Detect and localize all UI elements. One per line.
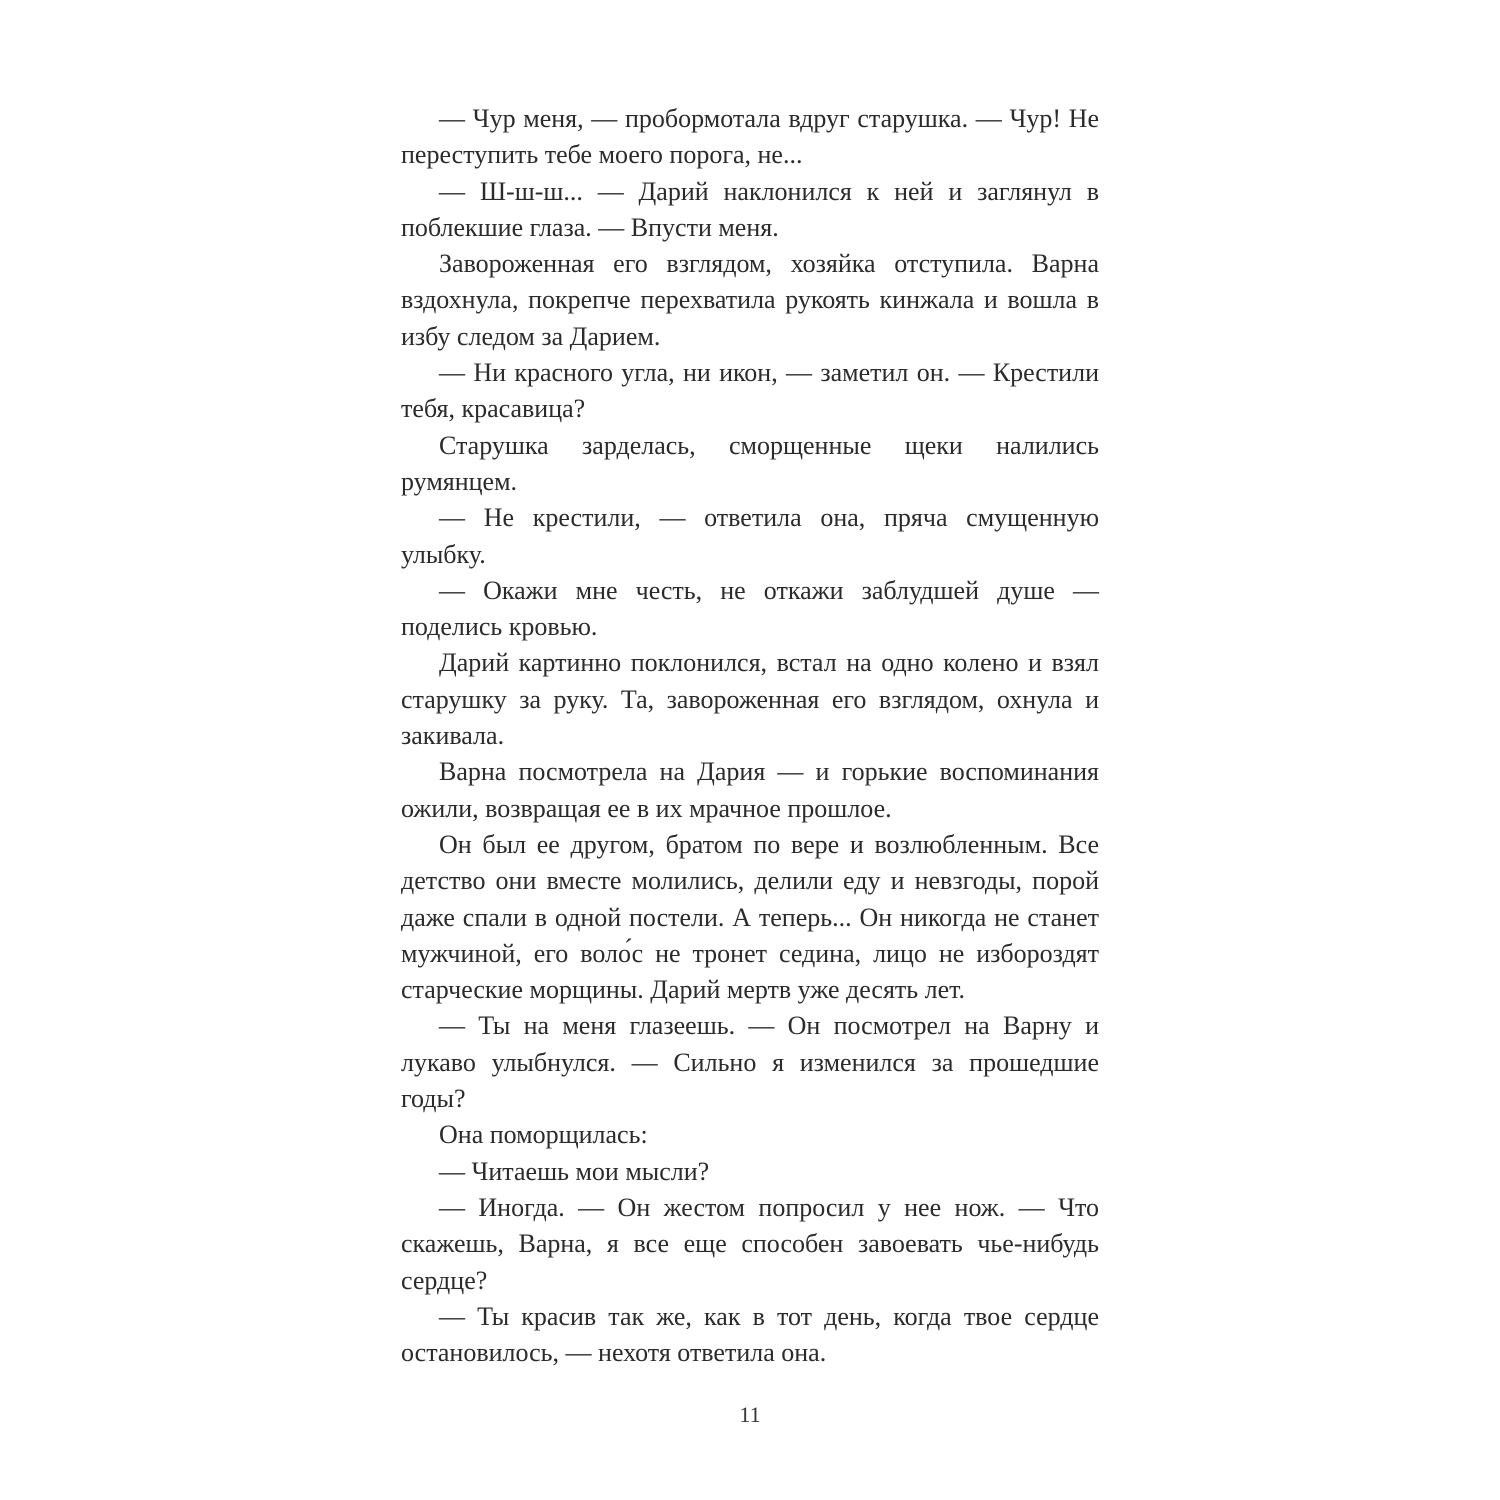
body-text [401,101,1099,1371]
paragraph: — Ш-ш-ш... — Дарий наклонился к ней и заглянул в поблекшие глаза. — Впусти меня. [401,176,1099,242]
paragraph: Она поморщилась: [439,1120,648,1150]
paragraph: Дарий картинно поклонился, встал на одно колено и взял старушку за руку. Та, завороженная его взглядом, охнула и закивала. [401,648,1099,751]
paragraph: — Ты на меня глазеешь. — Он посмотрел на Варну и лукаво улыбнулся. — Сильно я изменился за прошедшие годы? [401,1011,1099,1114]
paragraph: Старушка зарделась, сморщенные щеки налились румянцем. [401,430,1099,496]
page-number: 11 [739,1402,761,1427]
paragraph: — Ни красного угла, ни икон, — заметил он. — Крестили тебя, красавица? [401,358,1099,424]
paragraph: — Ты красив так же, как в тот день, когда твое сердце остановилось, — нехотя ответила она. [401,1301,1099,1368]
paragraph: — Читаешь мои мысли? [439,1156,710,1186]
paragraph: — Чур меня, — пробормотала вдруг старушка. — Чур! Не переступить тебе моего порога, не... [401,104,1099,170]
paragraph: — Окажи мне честь, не откажи заблудшей душе — поделись кровью. [401,575,1099,642]
paragraph: Варна посмотрела на Дария — и горькие воспоминания ожили, возвращая ее в их мрачное прошлое. [401,757,1099,823]
paragraph: — Иногда. — Он жестом попросил у нее нож. — Что скажешь, Варна, я все еще способен завоевать чье-нибудь сердце? [401,1192,1099,1295]
paragraph: — Не крестили, — ответила она, пряча смущенную улыбку. [401,503,1099,569]
paragraph: Он был ее другом, братом по вере и возлюбленным. Все детство они вместе молились, делили еду и невзгоды, порой даже спали в одной постели. А теперь... Он никогда не станет мужчиной, его воло́с не тронет седина, лицо не избороздят старческие морщины. Дарий мертв уже десять лет. [401,829,1099,1005]
paragraph: Завороженная его взглядом, хозяйка отступила. Варна вздохнула, покрепче перехватила рукоять кинжала и вошла в избу следом за Дарием. [401,249,1099,351]
